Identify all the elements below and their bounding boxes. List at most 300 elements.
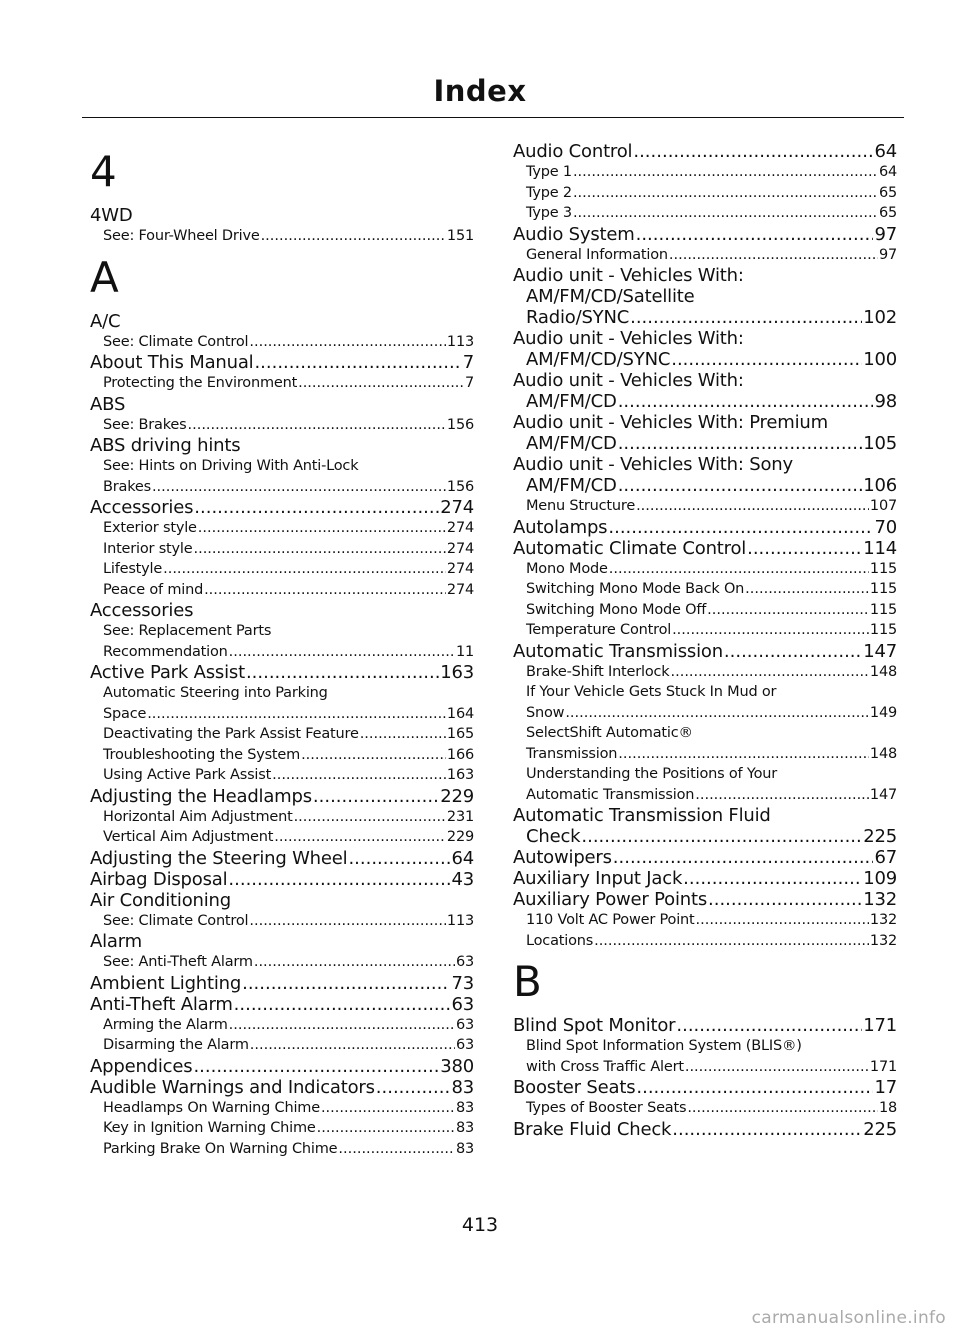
index-subentry[interactable]: [513, 245, 897, 266]
dot-leader: [198, 518, 446, 539]
dot-leader: [249, 911, 446, 932]
entry-label: with Cross Traffic Alert: [526, 1058, 684, 1075]
index-entry[interactable]: [90, 497, 474, 518]
entry-label: Check: [526, 826, 581, 847]
index-subentry[interactable]: [513, 620, 897, 641]
entry-page-number[interactable]: 274: [446, 561, 474, 577]
watermark: carmanualsonline.info: [751, 1308, 946, 1328]
index-entry[interactable]: [513, 538, 897, 559]
entry-page-number[interactable]: 18: [878, 1100, 897, 1116]
entry-label: Ambient Lighting: [90, 972, 242, 994]
index-entry[interactable]: [90, 786, 474, 807]
dot-leader: [672, 1119, 862, 1140]
entry-label: Type 3: [526, 205, 572, 221]
dot-leader: [618, 391, 874, 412]
entry-page-number[interactable]: 132: [869, 932, 897, 949]
entry-label: 110 Volt AC Power Point: [526, 912, 695, 928]
dot-leader: [317, 1118, 455, 1139]
dot-leader: [685, 1057, 869, 1078]
entry-page-number[interactable]: 229: [440, 785, 474, 807]
index-subentry[interactable]: [90, 683, 474, 704]
index-subentry[interactable]: [90, 1098, 474, 1119]
entry-label: A/C: [90, 310, 121, 332]
index-subentry-continuation[interactable]: [513, 744, 897, 765]
dot-leader: [348, 848, 450, 869]
entry-label: Audio unit - Vehicles With:: [513, 265, 744, 286]
entry-label: Lifestyle: [103, 561, 163, 577]
entry-label: Audio System: [513, 223, 635, 245]
index-subentry[interactable]: [90, 415, 474, 436]
index-subentry[interactable]: [90, 226, 474, 247]
entry-label: Booster Seats: [513, 1077, 636, 1098]
index-subentry[interactable]: [513, 559, 897, 580]
index-column-left: [90, 141, 474, 1159]
index-subentry[interactable]: [513, 682, 897, 703]
index-subentry[interactable]: [90, 1035, 474, 1056]
index-entry-continuation[interactable]: [513, 475, 897, 496]
index-entry[interactable]: [513, 805, 897, 826]
entry-page-number[interactable]: 115: [869, 622, 897, 638]
entry-label: Deactivating the Park Assist Feature: [103, 726, 359, 742]
entry-label: Recommendation: [103, 643, 228, 660]
index-subentry[interactable]: [90, 518, 474, 539]
index-entry[interactable]: [513, 847, 897, 868]
entry-page-number[interactable]: 274: [446, 581, 474, 598]
dot-leader: [193, 539, 445, 560]
entry-label: Blind Spot Information System (BLIS®): [526, 1038, 802, 1054]
index-entry[interactable]: [513, 328, 897, 349]
entry-label: Radio/SYNC: [526, 307, 630, 328]
index-subentry[interactable]: [513, 203, 897, 224]
entry-label: Anti-Theft Alarm: [90, 993, 233, 1015]
entry-page-number[interactable]: 114: [863, 537, 897, 559]
index-subentry[interactable]: [513, 183, 897, 204]
index-entry[interactable]: [90, 435, 474, 456]
index-subentry[interactable]: [513, 1036, 897, 1057]
entry-page-number[interactable]: 97: [874, 223, 897, 245]
entry-label: Autolamps: [513, 516, 608, 538]
index-entry-continuation[interactable]: [513, 391, 897, 412]
entry-page-number[interactable]: 115: [869, 601, 897, 618]
entry-label: Protecting the Environment: [103, 375, 298, 391]
dot-leader: [671, 662, 869, 683]
dot-leader: [163, 559, 446, 580]
entry-page-number[interactable]: 113: [446, 333, 474, 350]
entry-label: Automatic Transmission: [513, 640, 723, 662]
index-subentry[interactable]: [90, 911, 474, 932]
dot-leader: [249, 332, 446, 353]
index-subentry[interactable]: [90, 827, 474, 848]
header-divider: [82, 117, 904, 118]
entry-label: If Your Vehicle Gets Stuck In Mud or: [526, 684, 777, 700]
dot-leader: [193, 1056, 439, 1077]
index-entry[interactable]: [513, 641, 897, 662]
dot-leader: [274, 827, 446, 848]
entry-label: ABS driving hints: [90, 435, 241, 456]
index-subentry[interactable]: [90, 332, 474, 353]
entry-page-number[interactable]: 147: [869, 786, 897, 803]
entry-page-number[interactable]: 83: [451, 1076, 474, 1098]
entry-page-number[interactable]: 64: [874, 141, 897, 162]
entry-label: See: Hints on Driving With Anti-Lock: [103, 458, 359, 474]
index-entry[interactable]: [90, 311, 474, 332]
entry-page-number[interactable]: 106: [863, 475, 897, 496]
entry-label: AM/FM/CD: [526, 475, 617, 496]
entry-label: See: Four-Wheel Drive: [103, 228, 260, 244]
index-subentry[interactable]: [90, 1118, 474, 1139]
entry-page-number[interactable]: 73: [451, 972, 474, 994]
entry-label: Brake Fluid Check: [513, 1118, 672, 1140]
index-subentry[interactable]: [513, 1098, 897, 1119]
entry-page-number[interactable]: 163: [440, 662, 474, 683]
entry-page-number[interactable]: 115: [869, 560, 897, 577]
dot-leader: [581, 826, 862, 847]
dot-leader: [242, 973, 450, 994]
entry-label: 4WD: [90, 205, 133, 226]
dot-leader: [254, 352, 461, 373]
entry-page-number[interactable]: 64: [878, 164, 897, 180]
entry-label: Audio unit - Vehicles With: Premium: [513, 412, 828, 433]
entry-label: Peace of mind: [103, 581, 204, 598]
entry-page-number[interactable]: 102: [863, 307, 897, 328]
index-entry-continuation[interactable]: [513, 433, 897, 454]
index-entry-continuation[interactable]: [513, 286, 897, 307]
dot-leader: [246, 662, 439, 683]
entry-page-number[interactable]: 148: [869, 663, 897, 680]
dot-leader: [261, 226, 446, 247]
entry-page-number[interactable]: 7: [462, 352, 474, 373]
dot-leader: [376, 1077, 451, 1098]
index-entry[interactable]: [90, 662, 474, 683]
dot-leader: [747, 538, 862, 559]
index-entry[interactable]: [513, 889, 897, 910]
entry-label: SelectShift Automatic®: [526, 725, 693, 741]
index-entry[interactable]: [513, 454, 897, 475]
index-entry[interactable]: [90, 205, 474, 226]
index-entry[interactable]: [513, 1077, 897, 1098]
dot-leader: [609, 559, 869, 580]
entry-label: Horizontal Aim Adjustment: [103, 808, 293, 825]
entry-page-number[interactable]: 274: [440, 497, 474, 518]
entry-page-number[interactable]: 156: [446, 478, 474, 495]
dot-leader: [608, 517, 873, 538]
page-number: 413: [461, 1214, 499, 1236]
index-subentry[interactable]: [513, 662, 897, 683]
entry-page-number[interactable]: 231: [446, 808, 474, 825]
index-subentry[interactable]: [90, 580, 474, 601]
dot-leader: [228, 869, 450, 890]
entry-page-number[interactable]: 83: [455, 1120, 474, 1136]
entry-page-number[interactable]: 63: [455, 954, 474, 970]
index-entry[interactable]: [513, 1119, 897, 1140]
entry-label: AM/FM/CD: [526, 391, 617, 412]
entry-label: See: Climate Control: [103, 912, 249, 929]
entry-label: Accessories: [90, 600, 194, 621]
index-entry[interactable]: [90, 869, 474, 890]
entry-label: Type 2: [526, 184, 572, 201]
entry-label: Mono Mode: [526, 560, 608, 577]
index-entry[interactable]: [90, 1056, 474, 1077]
entry-page-number[interactable]: 83: [455, 1099, 474, 1116]
index-subentry[interactable]: [90, 724, 474, 745]
index-subentry[interactable]: [90, 765, 474, 786]
entry-page-number[interactable]: 163: [446, 767, 474, 783]
entry-label: Audio unit - Vehicles With:: [513, 328, 744, 349]
entry-label: Snow: [526, 704, 565, 721]
entry-page-number[interactable]: 165: [446, 726, 474, 742]
entry-page-number[interactable]: 17: [874, 1077, 897, 1098]
dot-leader: [636, 496, 869, 517]
entry-page-number[interactable]: 65: [878, 205, 897, 221]
entry-page-number[interactable]: 115: [869, 581, 897, 597]
section-letter: A: [90, 252, 119, 302]
entry-page-number[interactable]: 149: [869, 704, 897, 721]
entry-label: Space: [103, 705, 147, 722]
entry-page-number[interactable]: 151: [446, 228, 474, 244]
entry-label: Auxiliary Power Points: [513, 889, 707, 910]
index-subentry[interactable]: [90, 373, 474, 394]
dot-leader: [229, 642, 455, 663]
dot-leader: [745, 579, 869, 600]
entry-page-number[interactable]: 229: [446, 829, 474, 845]
entry-page-number[interactable]: 67: [874, 847, 897, 868]
dot-leader: [194, 497, 439, 518]
entry-label: Automatic Steering into Parking: [103, 685, 328, 701]
entry-page-number[interactable]: 63: [455, 1037, 474, 1053]
dot-leader: [147, 704, 446, 725]
entry-page-number[interactable]: 109: [863, 868, 897, 889]
index-subentry[interactable]: [513, 723, 897, 744]
entry-label: Understanding the Positions of Your: [526, 766, 778, 782]
index-entry[interactable]: [90, 1077, 474, 1098]
entry-label: Brake-Shift Interlock: [526, 663, 670, 680]
entry-label: See: Replacement Parts: [103, 623, 272, 639]
entry-label: Disarming the Alarm: [103, 1037, 249, 1053]
entry-label: Locations: [526, 932, 594, 949]
entry-label: Audio unit - Vehicles With:: [513, 370, 744, 391]
index-entry[interactable]: [90, 394, 474, 415]
index-entry[interactable]: [513, 370, 897, 391]
entry-label: Troubleshooting the System: [103, 746, 301, 763]
entry-page-number[interactable]: 63: [451, 993, 474, 1015]
index-entry-continuation[interactable]: [513, 307, 897, 328]
entry-label: Audible Warnings and Indicators: [90, 1076, 375, 1098]
index-entry[interactable]: [513, 412, 897, 433]
index-subentry[interactable]: [513, 600, 897, 621]
entry-label: AM/FM/CD: [526, 433, 617, 454]
index-subentry[interactable]: [90, 539, 474, 560]
section-letter: 4: [90, 147, 117, 196]
index-subentry-continuation[interactable]: [90, 477, 474, 498]
entry-page-number[interactable]: 7: [464, 375, 474, 391]
dot-leader: [152, 477, 446, 498]
index-entry[interactable]: [90, 352, 474, 373]
dot-leader: [254, 952, 455, 973]
index-subentry[interactable]: [90, 807, 474, 828]
dot-leader: [301, 745, 446, 766]
index-entry[interactable]: [513, 517, 897, 538]
entry-label: Type 1: [526, 164, 572, 180]
index-subentry[interactable]: [90, 621, 474, 642]
dot-leader: [234, 994, 451, 1015]
entry-page-number[interactable]: 65: [878, 184, 897, 201]
entry-page-number[interactable]: 274: [446, 540, 474, 557]
entry-label: Audio unit - Vehicles With: Sony: [513, 454, 793, 475]
entry-page-number[interactable]: 70: [874, 516, 897, 538]
dot-leader: [573, 183, 878, 204]
dot-leader: [618, 744, 869, 765]
entry-label: Switching Mono Mode Back On: [526, 581, 745, 597]
entry-page-number[interactable]: 132: [869, 912, 897, 928]
index-entry-continuation[interactable]: [513, 826, 897, 847]
entry-label: Using Active Park Assist: [103, 767, 272, 783]
dot-leader: [294, 807, 446, 828]
entry-label: Adjusting the Headlamps: [90, 785, 312, 807]
dot-leader: [618, 433, 863, 454]
dot-leader: [669, 245, 878, 266]
dot-leader: [204, 580, 446, 601]
index-entry[interactable]: [90, 600, 474, 621]
dot-leader: [594, 931, 869, 952]
entry-label: ABS: [90, 393, 126, 415]
index-entry[interactable]: [513, 1015, 897, 1036]
dot-leader: [672, 620, 869, 641]
entry-label: Audio Control: [513, 141, 633, 162]
dot-leader: [313, 786, 439, 807]
index-subentry[interactable]: [513, 496, 897, 517]
dot-leader: [676, 1015, 862, 1036]
entry-page-number[interactable]: 171: [863, 1015, 897, 1036]
index-entry[interactable]: [513, 265, 897, 286]
dot-leader: [636, 1077, 873, 1098]
entry-label: Types of Booster Seats: [526, 1100, 687, 1116]
index-subentry-continuation[interactable]: [513, 785, 897, 806]
dot-leader: [338, 1139, 455, 1160]
entry-label: Key in Ignition Warning Chime: [103, 1120, 316, 1136]
entry-label: Alarm: [90, 931, 142, 952]
entry-page-number[interactable]: 171: [869, 1058, 897, 1075]
dot-leader: [321, 1098, 455, 1119]
index-entry[interactable]: [513, 141, 897, 162]
index-subentry[interactable]: [90, 456, 474, 477]
entry-label: Exterior style: [103, 520, 197, 536]
entry-label: Transmission: [526, 745, 618, 762]
index-column-right: [513, 141, 897, 1140]
dot-leader: [360, 724, 446, 745]
entry-label: Menu Structure: [526, 498, 636, 514]
index-subentry[interactable]: [90, 745, 474, 766]
index-subentry-continuation[interactable]: [90, 642, 474, 663]
dot-leader: [633, 141, 873, 162]
entry-page-number[interactable]: 148: [869, 745, 897, 762]
index-entry-continuation[interactable]: [513, 349, 897, 370]
entry-label: Temperature Control: [526, 622, 672, 638]
index-subentry[interactable]: [90, 1139, 474, 1160]
dot-leader: [565, 703, 869, 724]
entry-page-number[interactable]: 105: [863, 433, 897, 454]
index-entry[interactable]: [513, 224, 897, 245]
entry-page-number[interactable]: 98: [874, 391, 897, 412]
index-entry[interactable]: [90, 994, 474, 1015]
dot-leader: [683, 868, 862, 889]
entry-label: Automatic Transmission: [526, 786, 695, 803]
entry-page-number[interactable]: 107: [869, 498, 897, 514]
entry-label: Vertical Aim Adjustment: [103, 829, 274, 845]
entry-page-number[interactable]: 100: [863, 349, 897, 370]
entry-label: About This Manual: [90, 352, 254, 373]
entry-label: Appendices: [90, 1055, 193, 1077]
index-subentry[interactable]: [90, 1015, 474, 1036]
entry-label: Accessories: [90, 497, 194, 518]
entry-label: Brakes: [103, 478, 151, 495]
entry-page-number[interactable]: 166: [446, 746, 474, 763]
entry-label: Interior style: [103, 540, 193, 557]
dot-leader: [630, 307, 862, 328]
entry-page-number[interactable]: 274: [446, 520, 474, 536]
entry-label: Automatic Climate Control: [513, 537, 747, 559]
entry-page-number[interactable]: 132: [863, 889, 897, 910]
dot-leader: [618, 475, 863, 496]
entry-page-number[interactable]: 43: [451, 868, 474, 890]
entry-page-number[interactable]: 11: [455, 643, 474, 660]
index-entry[interactable]: [90, 890, 474, 911]
index-entry[interactable]: [90, 973, 474, 994]
entry-page-number[interactable]: 113: [446, 912, 474, 929]
entry-page-number[interactable]: 83: [455, 1140, 474, 1157]
index-subentry[interactable]: [513, 764, 897, 785]
entry-page-number[interactable]: 164: [446, 705, 474, 722]
entry-page-number[interactable]: 225: [863, 1118, 897, 1140]
index-entry[interactable]: [513, 868, 897, 889]
page-title: Index: [433, 74, 527, 108]
index-subentry[interactable]: [90, 952, 474, 973]
dot-leader: [272, 765, 446, 786]
entry-page-number[interactable]: 380: [440, 1055, 474, 1077]
entry-label: Parking Brake On Warning Chime: [103, 1140, 338, 1157]
index-subentry-continuation[interactable]: [90, 704, 474, 725]
entry-page-number[interactable]: 147: [863, 640, 897, 662]
entry-label: AM/FM/CD/Satellite: [526, 286, 695, 307]
entry-label: Headlamps On Warning Chime: [103, 1099, 320, 1116]
entry-label: General Information: [526, 246, 668, 263]
dot-leader: [636, 224, 874, 245]
entry-label: Automatic Transmission Fluid: [513, 805, 771, 826]
dot-leader: [188, 415, 446, 436]
entry-label: Airbag Disposal: [90, 868, 228, 890]
dot-leader: [671, 349, 862, 370]
entry-page-number[interactable]: 97: [878, 246, 897, 263]
index-subentry-continuation[interactable]: [513, 703, 897, 724]
index-entry[interactable]: [90, 848, 474, 869]
index-entry[interactable]: [90, 931, 474, 952]
entry-label: Switching Mono Mode Off: [526, 601, 707, 618]
dot-leader: [250, 1035, 455, 1056]
entry-page-number[interactable]: 156: [446, 416, 474, 433]
index-subentry[interactable]: [513, 162, 897, 183]
entry-page-number[interactable]: 64: [451, 847, 474, 869]
dot-leader: [708, 889, 862, 910]
entry-page-number[interactable]: 225: [863, 826, 897, 847]
index-subentry-continuation[interactable]: [513, 1057, 897, 1078]
entry-page-number[interactable]: 63: [455, 1016, 474, 1033]
entry-label: Adjusting the Steering Wheel: [90, 847, 348, 869]
index-subentry[interactable]: [90, 559, 474, 580]
entry-label: Air Conditioning: [90, 889, 231, 911]
index-subentry[interactable]: [513, 931, 897, 952]
entry-label: See: Brakes: [103, 416, 187, 433]
index-subentry[interactable]: [513, 910, 897, 931]
index-subentry[interactable]: [513, 579, 897, 600]
